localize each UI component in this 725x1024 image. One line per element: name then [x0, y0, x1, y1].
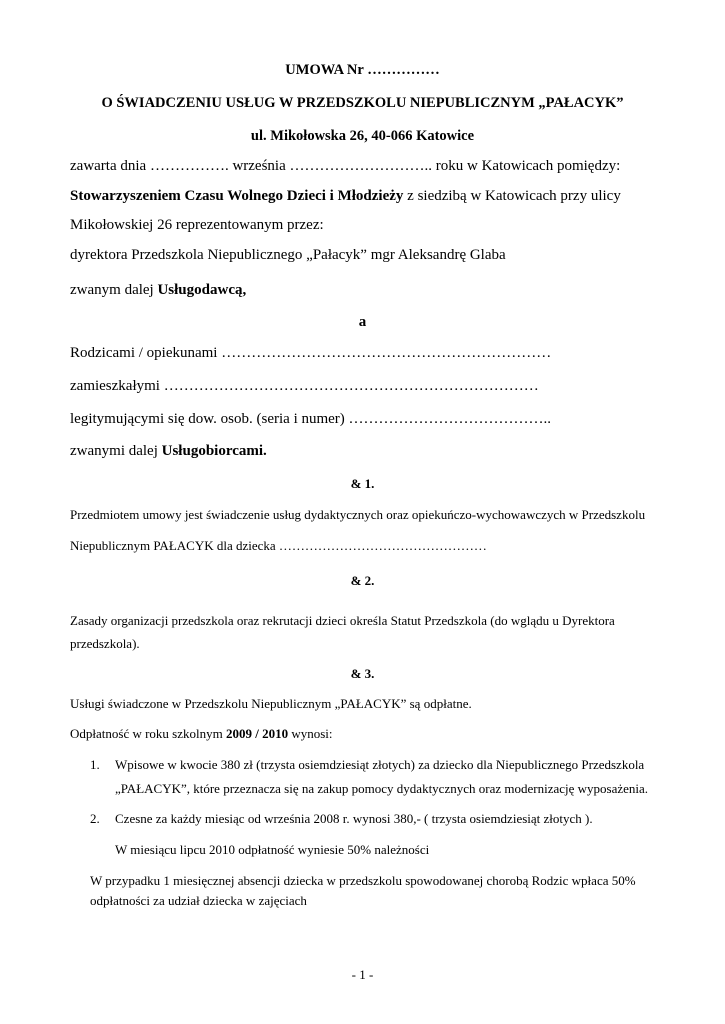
director-line: dyrektora Przedszkola Niepublicznego „Pałacyk” mgr Aleksandrę Glaba [70, 247, 506, 263]
recipient-prefix: zwanymi dalej [70, 443, 162, 459]
fee-prefix: Odpłatność w roku szkolnym [70, 726, 226, 741]
contract-date-line: zawarta dnia ……………. września ……………………….. roku w Katowicach pomiędzy: [70, 158, 621, 174]
section-1-text-line1: Przedmiotem umowy jest świadczenie usług dydaktycznych oraz opiekuńczo-wychowawczych w Przedszkolu [70, 507, 646, 522]
section-3-heading: & 3. [350, 666, 375, 681]
section-2-text-line2: przedszkola). [70, 636, 140, 651]
list-item-2-line2: W miesiącu lipcu 2010 odpłatność wyniesie 50% należności [115, 842, 430, 857]
provider-line [70, 282, 246, 299]
organization-name: Stowarzyszeniem Czasu Wolnego Dzieci i Młodzieży [70, 188, 404, 204]
provider-name: Usługodawcą, [157, 282, 247, 298]
recipient-line [70, 443, 267, 460]
page-number: - 1 - [351, 967, 374, 982]
absence-line1: W przypadku 1 miesięcznej absencji dziecka w przedszkolu spowodowanej chorobą Rodzic wpłaca 50% [90, 873, 636, 888]
list-item-1-line2: „PAŁACYK”, które przeznacza się na zakup pomocy dydaktycznych oraz modernizację wyposażenia. [115, 781, 649, 796]
section-1-heading: & 1. [350, 476, 375, 491]
section-2-heading: & 2. [350, 573, 375, 588]
list-item-2-number: 2. [90, 811, 100, 826]
section-3-text-line1: Usługi świadczone w Przedszkolu Niepublicznym „PAŁACYK” są odpłatne. [70, 696, 472, 711]
list-item-1-line1: Wpisowe w kwocie 380 zł (trzysta osiemdziesiąt złotych) za dziecko dla Niepublicznego Przedszkola [115, 757, 645, 772]
list-item-2-line1: Czesne za każdy miesiąc od września 2008 r. wynosi 380,- ( trzysta osiemdziesiąt złotych ). [115, 811, 593, 826]
list-item-1-number: 1. [90, 757, 100, 772]
absence-line2: odpłatności za udział dziecka w zajęciach [90, 893, 307, 908]
section-1-text-line2: Niepublicznym PAŁACYK dla dziecka ………………………………………… [70, 538, 487, 553]
organization-line [70, 188, 621, 205]
provider-prefix: zwanym dalej [70, 282, 158, 298]
document-address: ul. Mikołowska 26, 40-066 Katowice [250, 128, 475, 144]
fee-year-line [70, 726, 333, 742]
document-title: UMOWA Nr …………… [285, 62, 440, 78]
recipient-name: Usługobiorcami. [161, 443, 267, 459]
residence-line: zamieszkałymi ………………………………………………………………… [70, 378, 539, 394]
parents-line: Rodzicami / opiekunami ………………………………………………………… [70, 345, 552, 361]
organization-address: Mikołowskiej 26 reprezentowanym przez: [70, 217, 324, 233]
fee-suffix: wynosi: [288, 726, 333, 741]
organization-seat: z siedzibą w Katowicach przy ulicy [403, 188, 621, 204]
conjunction-and: a [358, 314, 367, 330]
id-document-line: legitymującymi się dow. osob. (seria i numer) ………………………………….. [70, 411, 552, 427]
section-2-text-line1: Zasady organizacji przedszkola oraz rekrutacji dzieci określa Statut Przedszkola (do wglądu u Dyrektora [70, 613, 615, 628]
document-subtitle: O ŚWIADCZENIU USŁUG W PRZEDSZKOLU NIEPUBLICZNYM „PAŁACYK” [101, 95, 624, 111]
fee-school-year: 2009 / 2010 [225, 726, 289, 741]
